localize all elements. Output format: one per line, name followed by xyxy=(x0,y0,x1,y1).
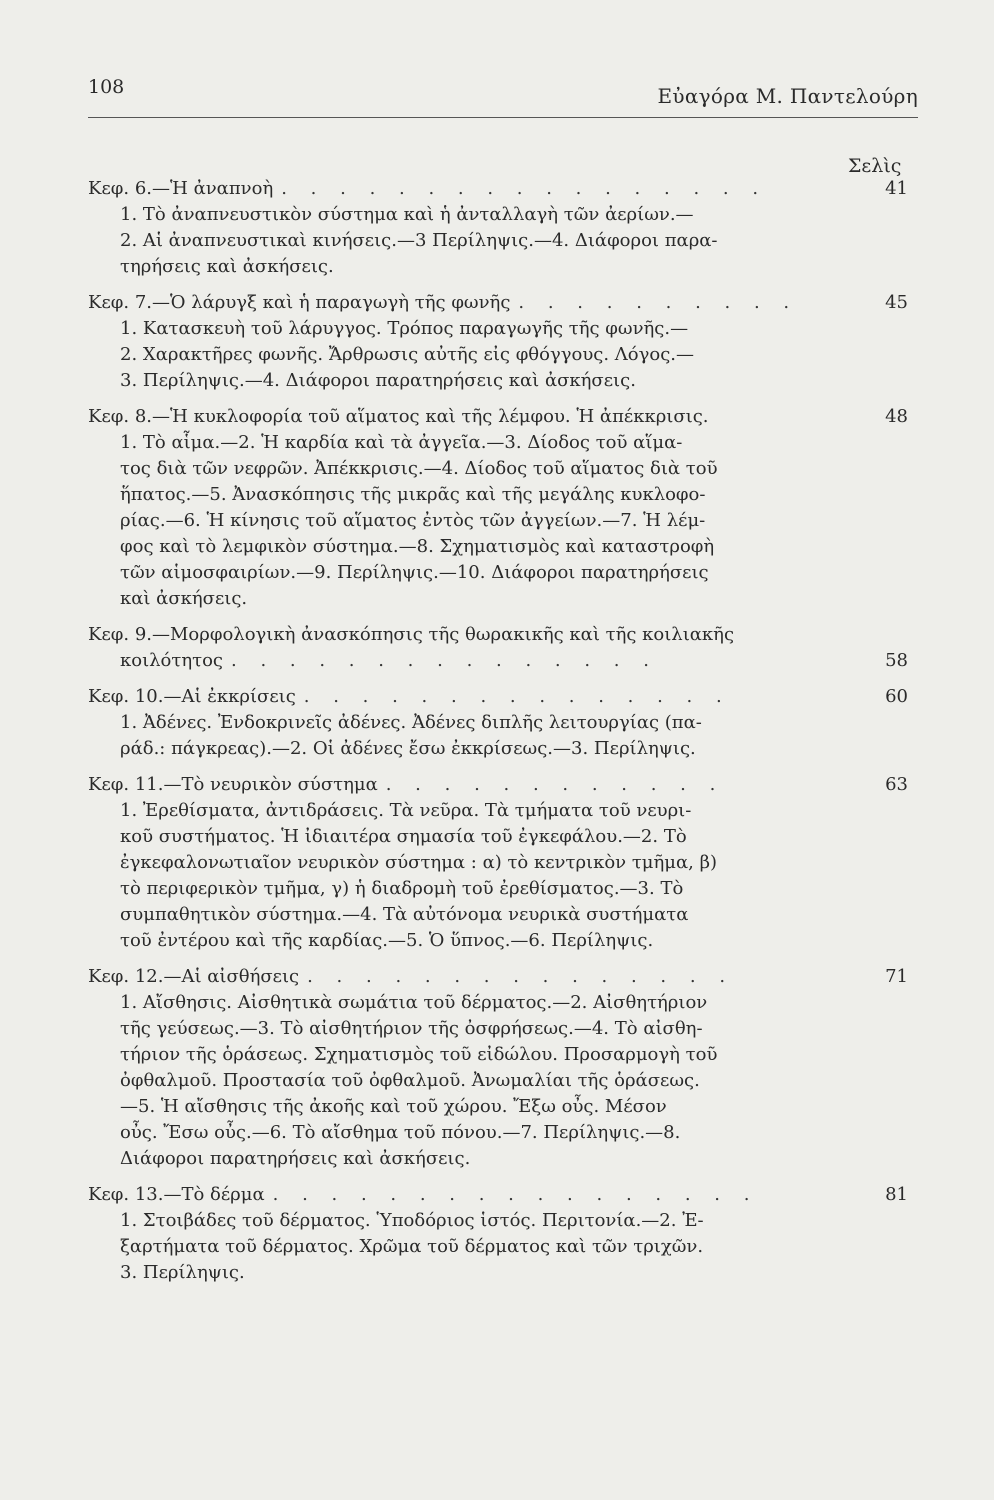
chapter-title-row xyxy=(88,176,908,202)
contents-line: 1. Τὸ αἷμα.—2. Ἡ καρδία καὶ τὰ ἀγγεῖα.—3. Δίοδος τοῦ αἵμα- xyxy=(120,432,683,453)
contents-line: καὶ ἀσκήσεις. xyxy=(120,588,248,609)
chapter-page-number: 48 xyxy=(885,406,908,427)
chapter-title: Αἱ αἰσθήσεις xyxy=(181,966,300,987)
toc-chapter xyxy=(88,176,908,280)
chapter-label: Κεφ. 12.— xyxy=(88,966,182,987)
toc-chapter xyxy=(88,772,908,954)
leader-dots: . . . . . . . . . . . . . . . xyxy=(231,650,658,671)
chapter-title: Μορφολογικὴ ἀνασκόπησις τῆς θωρακικῆς καὶ τῆς κοιλιακῆς xyxy=(170,624,735,645)
toc-chapter xyxy=(88,404,908,612)
leader-dots: . . . . . . . . . . xyxy=(518,292,799,313)
chapter-title-row xyxy=(88,290,908,316)
contents-line: τῶν αἱμοσφαιρίων.—9. Περίληψις.—10. Διάφοροι παρατηρήσεις xyxy=(120,562,709,583)
toc-chapter xyxy=(88,1182,908,1286)
chapter-page-number: 60 xyxy=(885,686,908,707)
chapter-title: Ὁ λάρυγξ καὶ ἡ παραγωγὴ τῆς φωνῆς xyxy=(170,292,511,313)
chapter-page-number: 71 xyxy=(885,966,908,987)
chapter-page-number: 41 xyxy=(885,178,908,199)
chapter-title-row xyxy=(88,1182,908,1208)
contents-line: τήριον τῆς ὁράσεως. Σχηματισμὸς τοῦ εἰδώλου. Προσαρμογὴ τοῦ xyxy=(120,1044,718,1065)
toc-chapter xyxy=(88,964,908,1172)
contents-line: ξαρτήματα τοῦ δέρματος. Χρῶμα τοῦ δέρματος καὶ τῶν τριχῶν. xyxy=(120,1236,704,1257)
contents-line: τηρήσεις καὶ ἀσκήσεις. xyxy=(120,256,334,277)
chapter-title-row xyxy=(88,964,908,990)
table-of-contents xyxy=(88,176,908,1296)
toc-chapter xyxy=(88,290,908,394)
chapter-page-number: 58 xyxy=(885,650,908,671)
contents-line: ἐγκεφαλονωτιαῖον νευρικὸν σύστημα : α) τὸ κεντρικὸν τμῆμα, β) xyxy=(120,852,718,873)
contents-line: τὸ περιφερικὸν τμῆμα, γ) ἡ διαδρομὴ τοῦ ἐρεθίσματος.—3. Τὸ xyxy=(120,878,684,899)
chapter-label: Κεφ. 10.— xyxy=(88,686,182,707)
chapter-title-continuation: κοιλότητος xyxy=(120,650,224,671)
contents-line: 1. Ἐρεθίσματα, ἀντιδράσεις. Τὰ νεῦρα. Τὰ τμήματα τοῦ νευρι- xyxy=(120,800,692,821)
page-number: 108 xyxy=(88,76,125,98)
pages-column-label: Σελὶς xyxy=(848,155,902,177)
chapter-title-row xyxy=(88,684,908,710)
contents-line: τοῦ ἐντέρου καὶ τῆς καρδίας.—5. Ὁ ὕπνος.—6. Περίληψις. xyxy=(120,930,654,951)
chapter-label: Κεφ. 8.— xyxy=(88,406,170,427)
leader-dots: . . . . . . . . . . . . . . . xyxy=(303,686,731,707)
leader-dots: . . . . . . . . . . . . . . . xyxy=(307,966,735,987)
chapter-title: Ἡ κυκλοφορία τοῦ αἵματος καὶ τῆς λέμφου. Ἡ ἀπέκκρισις. xyxy=(170,406,709,427)
chapter-title: Ἡ ἀναπνοὴ xyxy=(170,178,274,199)
contents-line: 1. Αἴσθησις. Αἰσθητικὰ σωμάτια τοῦ δέρματος.—2. Αἰσθητήριον xyxy=(120,992,708,1013)
contents-line: τος διὰ τῶν νεφρῶν. Ἀπέκκρισις.—4. Δίοδος τοῦ αἵματος διὰ τοῦ xyxy=(120,458,718,479)
chapter-contents xyxy=(88,202,865,280)
chapter-label: Κεφ. 13.— xyxy=(88,1184,182,1205)
leader-dots: . . . . . . . . . . . . . . . . . xyxy=(281,178,768,199)
toc-chapter xyxy=(88,622,908,674)
chapter-page-number: 63 xyxy=(885,774,908,795)
chapter-page-number: 81 xyxy=(885,1184,908,1205)
chapter-contents xyxy=(88,990,865,1172)
toc-chapter xyxy=(88,684,908,762)
chapter-title-row xyxy=(88,622,908,648)
contents-line: —5. Ἡ αἴσθησις τῆς ἀκοῆς καὶ τοῦ χώρου. Ἔξω οὖς. Μέσον xyxy=(120,1096,667,1117)
contents-line: 1. Τὸ ἀναπνευστικὸν σύστημα καὶ ἡ ἀνταλλαγὴ τῶν ἀερίων.— xyxy=(120,204,694,225)
chapter-title-row xyxy=(88,404,908,430)
contents-line: Διάφοροι παρατηρήσεις καὶ ἀσκήσεις. xyxy=(120,1148,471,1169)
contents-line: φος καὶ τὸ λεμφικὸν σύστημα.—8. Σχηματισμὸς καὶ καταστροφὴ xyxy=(120,536,715,557)
contents-line: 1. Ἀδένες. Ἐνδοκρινεῖς ἀδένες. Ἀδένες διπλῆς λειτουργίας (πα- xyxy=(120,712,702,733)
contents-line: ράδ.: πάγκρεας).—2. Οἱ ἀδένες ἔσω ἐκκρίσεως.—3. Περίληψις. xyxy=(120,738,696,759)
chapter-label: Κεφ. 11.— xyxy=(88,774,182,795)
contents-line: 3. Περίληψις. xyxy=(120,1262,245,1283)
leader-dots: . . . . . . . . . . . . . . . . . xyxy=(272,1184,759,1205)
chapter-title: Αἱ ἐκκρίσεις xyxy=(181,686,296,707)
contents-line: οὖς. Ἔσω οὖς.—6. Τὸ αἴσθημα τοῦ πόνου.—7. Περίληψις.—8. xyxy=(120,1122,681,1143)
contents-line: ἥπατος.—5. Ἀνασκόπησις τῆς μικρᾶς καὶ τῆς μεγάλης κυκλοφο- xyxy=(120,484,706,505)
chapter-contents xyxy=(88,430,865,612)
contents-line: ὀφθαλμοῦ. Προστασία τοῦ ὀφθαλμοῦ. Ἀνωμαλίαι τῆς ὁράσεως. xyxy=(120,1070,700,1091)
contents-line: 2. Χαρακτῆρες φωνῆς. Ἄρθρωσις αὐτῆς εἰς φθόγγους. Λόγος.— xyxy=(120,344,695,365)
chapter-title: Τὸ δέρμα xyxy=(181,1184,265,1205)
chapter-title-row xyxy=(88,772,908,798)
leader-dots: . . . . . . . . . . . . xyxy=(385,774,725,795)
chapter-contents xyxy=(88,798,865,954)
header-rule xyxy=(88,117,918,118)
chapter-contents xyxy=(88,710,865,762)
contents-line: 1. Στοιβάδες τοῦ δέρματος. Ὑποδόριος ἱστός. Περιτονία.—2. Ἐ- xyxy=(120,1210,704,1231)
chapter-label: Κεφ. 9.— xyxy=(88,624,170,645)
contents-line: κοῦ συστήματος. Ἡ ἰδιαιτέρα σημασία τοῦ ἐγκεφάλου.—2. Τὸ xyxy=(120,826,687,847)
chapter-title: Τὸ νευρικὸν σύστημα xyxy=(181,774,378,795)
chapter-page-number: 45 xyxy=(885,292,908,313)
page-header xyxy=(88,72,918,108)
contents-line: ρίας.—6. Ἡ κίνησις τοῦ αἵματος ἐντὸς τῶν ἀγγείων.—7. Ἡ λέμ- xyxy=(120,510,706,531)
contents-line: 1. Κατασκευὴ τοῦ λάρυγγος. Τρόπος παραγωγῆς τῆς φωνῆς.— xyxy=(120,318,689,339)
contents-line: τῆς γεύσεως.—3. Τὸ αἰσθητήριον τῆς ὀσφρήσεως.—4. Τὸ αἰσθη- xyxy=(120,1018,703,1039)
chapter-label: Κεφ. 7.— xyxy=(88,292,170,313)
chapter-title-row xyxy=(88,648,908,674)
contents-line: συμπαθητικὸν σύστημα.—4. Τὰ αὐτόνομα νευρικὰ συστήματα xyxy=(120,904,689,925)
chapter-contents xyxy=(88,316,865,394)
chapter-label: Κεφ. 6.— xyxy=(88,178,170,199)
contents-line: 3. Περίληψις.—4. Διάφοροι παρατηρήσεις καὶ ἀσκήσεις. xyxy=(120,370,636,391)
contents-line: 2. Αἱ ἀναπνευστικαὶ κινήσεις.—3 Περίληψις.—4. Διάφοροι παρα- xyxy=(120,230,718,251)
running-title: Εὐαγόρα Μ. Παντελούρη xyxy=(657,84,918,108)
chapter-contents xyxy=(88,1208,865,1286)
